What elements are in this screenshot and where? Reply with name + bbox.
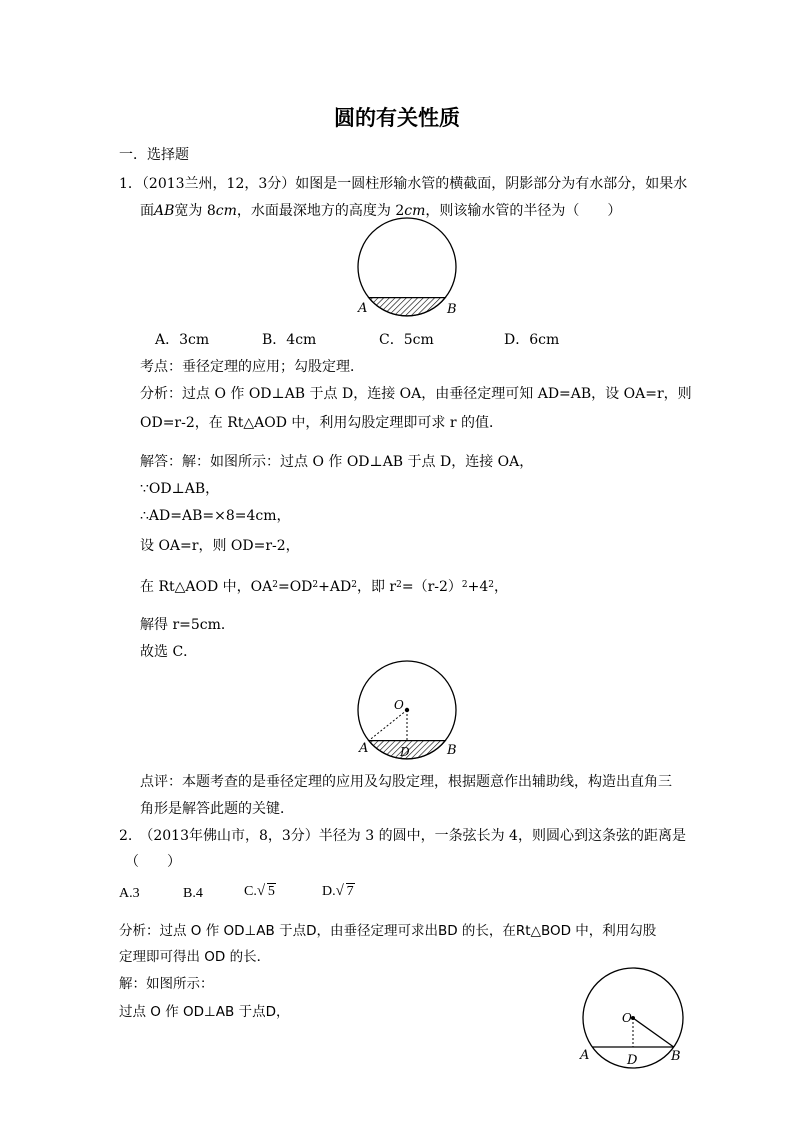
q1-fenxi-line2: OD=r-2，在 Rt△AOD 中，利用勾股定理即可求 r 的值． <box>140 415 504 431</box>
q1-jieda-line7: 故选 C． <box>140 644 198 660</box>
q2-line1: 2. （2013年佛山市，8，3分）半径为 3 的圆中，一条弦长为 4，则圆心到这条弦的距离是 <box>119 828 686 844</box>
q1-option-a: A．3cm <box>155 332 210 348</box>
q2-fenxi-line1: 分析：过点 O 作 OD⊥AB 于点D，由垂径定理可求出BD 的长，在Rt△BOD 中，利用勾股 <box>119 923 657 939</box>
label-d: D <box>627 1053 638 1068</box>
q2-fenxi-line2: 定理即可得出 OD 的长． <box>119 949 271 965</box>
label-b: B <box>671 1049 681 1064</box>
label-d: D <box>400 745 410 759</box>
q2-jie-line1: 解：如图所示： <box>119 976 214 992</box>
sqrt-icon: √ 7 <box>336 883 355 901</box>
label-o: O <box>394 698 404 712</box>
q2-option-d: D.√ 7 <box>322 883 355 901</box>
radius-oa <box>369 710 407 741</box>
label-b: B <box>447 743 457 758</box>
label-a: A <box>359 741 369 756</box>
q1-dianping-line2: 角形是解答此题的关键． <box>140 801 294 817</box>
q2-jie-line2: 过点 O 作 OD⊥AB 于点D， <box>119 1004 290 1020</box>
center-point <box>405 708 409 712</box>
radius-ob <box>633 1018 674 1047</box>
q1-solution-figure <box>350 661 470 767</box>
q2-option-a: A.3 <box>119 886 140 901</box>
q1-jieda-line5: 在 Rt△AOD 中，$OA^2=OD^2+AD^2$，即 $r^2=(r-2)^2+4^2$， <box>140 579 509 595</box>
q1-option-d: D．6cm <box>504 332 560 348</box>
page-title: 圆的有关性质 <box>334 105 460 130</box>
section-heading: 一．选择题 <box>119 147 189 163</box>
sqrt-icon: √ 5 <box>257 883 276 901</box>
q2-option-b: B.4 <box>183 886 203 901</box>
q2-figure <box>572 968 692 1072</box>
label-o: O <box>622 1011 632 1025</box>
q1-jieda-line2: ∵OD⊥AB， <box>140 481 220 497</box>
q1-kaodian: 考点：垂径定理的应用；勾股定理． <box>140 359 364 375</box>
q1-jieda-line6: 解得 r=5cm． <box>140 617 235 633</box>
q1-option-b: B．4cm <box>262 332 317 348</box>
q1-fenxi-line1: 分析：过点 O 作 OD⊥AB 于点 D，连接 OA，由垂径定理可知 AD=AB，设 OA=r，则 <box>140 386 692 402</box>
label-a: A <box>580 1048 590 1063</box>
water-section <box>369 298 445 316</box>
label-a: A <box>358 301 368 316</box>
q2-line2: （ ） <box>125 854 181 870</box>
q1-jieda-line4: 设 OA=r，则 OD=r-2， <box>140 538 300 554</box>
q1-jieda-line1: 解答：解：如图所示：过点 O 作 OD⊥AB 于点 D，连接 OA， <box>140 454 534 470</box>
q2-option-c: C.√ 5 <box>244 883 276 901</box>
q1-line1: 1．（2013兰州，12，3分）如图是一圆柱形输水管的横截面，阴影部分为有水部分，如果水 <box>119 176 688 192</box>
q1-figure <box>350 218 470 324</box>
q1-line2: 面AB宽为 8cm，水面最深地方的高度为 2cm，则该输水管的半径为（ ） <box>140 203 622 219</box>
q1-jieda-line3: ∴AD=AB=×8=4cm， <box>140 508 291 524</box>
label-b: B <box>447 302 457 317</box>
q1-option-c: C．5cm <box>379 332 434 348</box>
q1-dianping-line1: 点评：本题考查的是垂径定理的应用及勾股定理，根据题意作出辅助线，构造出直角三 <box>140 774 672 790</box>
